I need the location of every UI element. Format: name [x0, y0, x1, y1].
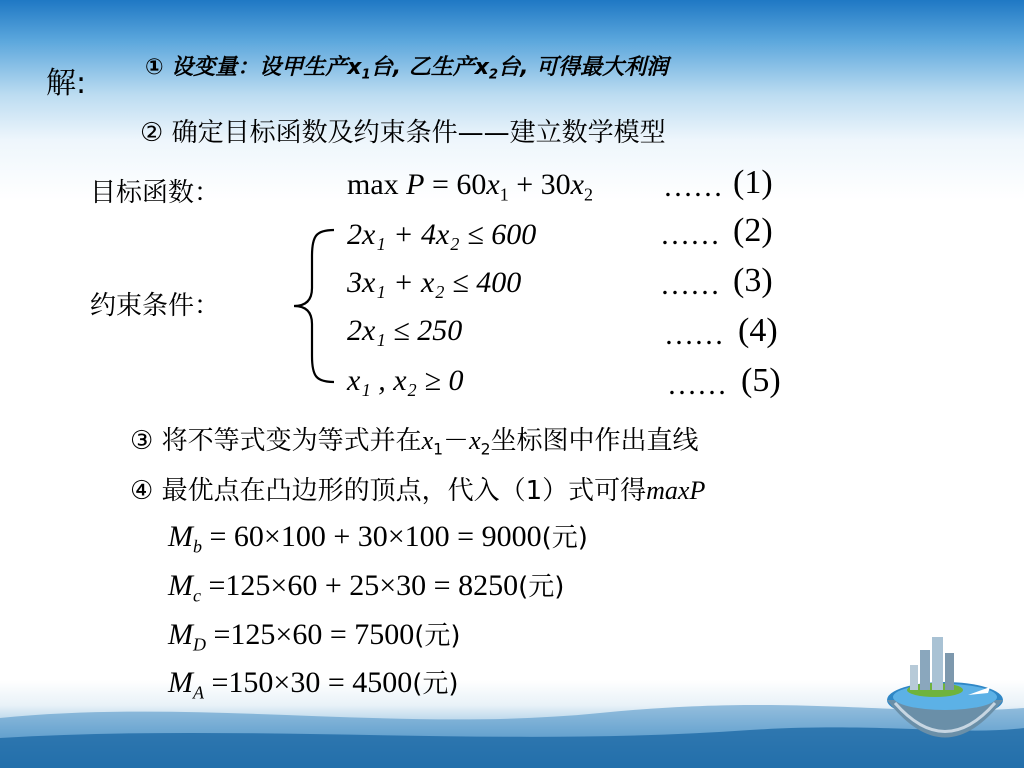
step-3-prefix: ③ 将不等式变为等式并在 [130, 426, 422, 456]
eq-max: max [347, 168, 407, 201]
eq-5-num: 5 [752, 362, 770, 399]
objective-equation [347, 168, 593, 205]
step-4-suffix: maxP [646, 476, 706, 505]
result-a [168, 663, 459, 703]
eq-p: P [406, 168, 425, 201]
result-c [168, 566, 564, 606]
step-3-v2: x [469, 426, 481, 455]
step-1-suffix: 台, 可得最大利润 [498, 55, 669, 80]
eq-coef1: = 60 [424, 168, 487, 201]
result-c-m: M [168, 569, 193, 602]
result-b-unit: (元) [541, 523, 588, 553]
eq-5-dots: …… [667, 368, 727, 401]
step-1-mid: 台, 乙生产 [370, 55, 475, 80]
constraint-4: 2x₁ ≤ 250 [347, 314, 463, 347]
result-b [168, 517, 588, 557]
eq-3-num: 3 [744, 262, 762, 299]
eq-x2: x [570, 168, 584, 201]
result-c-unit: (元) [518, 572, 565, 602]
step-3-s2: 2 [480, 440, 491, 459]
step-3-suffix: 坐标图中作出直线 [490, 426, 699, 456]
eq-1-number: (1) [733, 164, 773, 201]
eq-1-num: 1 [744, 164, 762, 201]
constraint-brace [290, 226, 340, 386]
eq-3-number: (3) [733, 262, 773, 299]
eq-x1-sub: 1 [499, 184, 509, 205]
result-c-expr: =125×60 + 25×30 = 8250 [201, 569, 519, 602]
eq-2-number: (2) [733, 212, 773, 249]
result-d-sub: D [193, 634, 206, 655]
step-4-prefix: ④ 最优点在凸边形的顶点，代入（1）式可得 [130, 476, 647, 506]
step-1-prefix: ① 设变量：设甲生产 [145, 55, 348, 80]
result-a-expr: =150×30 = 4500 [204, 666, 413, 699]
eq-4-number: (4) [738, 312, 778, 349]
eq-4-num: 4 [749, 312, 767, 349]
step-1-sub1: 1 [361, 67, 371, 83]
step-3-s1: 1 [433, 440, 444, 459]
step-1-var2: x [474, 55, 489, 80]
result-a-unit: (元) [412, 669, 459, 699]
result-a-m: M [168, 666, 193, 699]
constraints-label: 约束条件： [90, 291, 221, 321]
result-a-sub: A [193, 682, 204, 703]
result-c-sub: c [193, 585, 201, 606]
eq-2-dots: …… [660, 218, 720, 251]
objective-label: 目标函数： [90, 178, 221, 208]
result-d-expr: =125×60 = 7500 [206, 618, 415, 651]
eq-4-dots: …… [664, 318, 724, 351]
step-2-text: ② 确定目标函数及约束条件——建立数学模型 [140, 118, 666, 148]
eq-coef2: + 30 [508, 168, 571, 201]
step-1-sub2: 2 [488, 67, 499, 83]
constraint-3: 3x₁ + x₂ ≤ 400 [347, 266, 522, 299]
constraint-5: x₁ , x₂ ≥ 0 [347, 364, 464, 397]
eq-5-number: (5) [741, 362, 781, 399]
result-b-m: M [168, 520, 193, 553]
step-3-dash: － [443, 426, 470, 456]
result-b-expr: = 60×100 + 30×100 = 9000 [202, 520, 542, 553]
result-d-unit: (元) [414, 621, 461, 651]
eq-1-dots: …… [663, 170, 723, 203]
step-1-var1: x [347, 55, 362, 80]
result-d-m: M [168, 618, 193, 651]
eq-x1: x [486, 168, 500, 201]
eq-x2-sub: 2 [583, 184, 593, 205]
eq-2-num: 2 [744, 212, 762, 249]
step-4-text [130, 470, 705, 507]
result-d [168, 615, 461, 655]
solution-label: 解: [46, 66, 87, 101]
constraint-2: 2x₁ + 4x₂ ≤ 600 [347, 218, 537, 251]
step-3-text [130, 420, 699, 458]
step-1-text [145, 50, 668, 83]
city-globe-icon [880, 625, 1010, 755]
step-3-v1: x [421, 426, 434, 455]
eq-3-dots: …… [660, 268, 720, 301]
wave-decoration [0, 678, 1024, 768]
result-b-sub: b [193, 536, 202, 557]
